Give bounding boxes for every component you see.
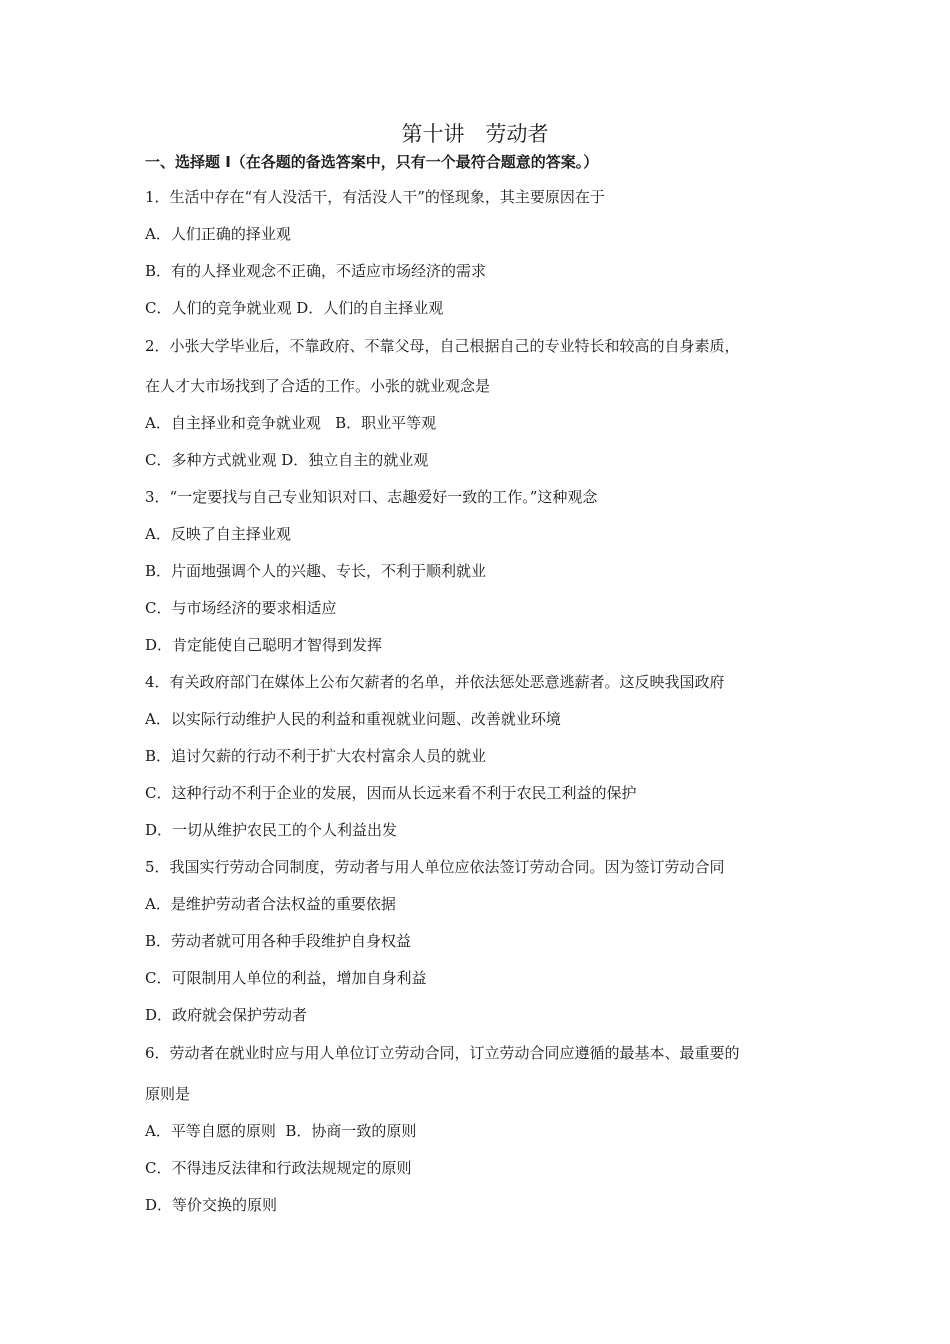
question-3-option-c: C．与市场经济的要求相适应 xyxy=(145,599,337,617)
question-4-option-a: A．以实际行动维护人民的利益和重视就业问题、改善就业环境 xyxy=(145,710,561,728)
question-5-option-c: C．可限制用人单位的利益，增加自身利益 xyxy=(145,969,427,987)
question-3-option-b: B．片面地强调个人的兴趣、专长，不利于顺利就业 xyxy=(145,562,487,580)
question-4-stem: 4．有关政府部门在媒体上公布欠薪者的名单，并依法惩处恶意逃薪者。这反映我国政府 xyxy=(145,673,725,691)
question-5-stem: 5．我国实行劳动合同制度，劳动者与用人单位应依法签订劳动合同。因为签订劳动合同 xyxy=(145,858,725,876)
question-2-stem-line-1: 2．小张大学毕业后，不靠政府、不靠父母，自己根据自己的专业特长和较高的自身素质， xyxy=(145,337,740,355)
question-4-option-d: D．一切从维护农民工的个人利益出发 xyxy=(145,821,398,839)
question-1-options-c-d: C．人们的竞争就业观 D．人们的自主择业观 xyxy=(145,299,444,317)
question-3-stem: 3．“一定要找与自己专业知识对口、志趣爱好一致的工作。”这种观念 xyxy=(145,488,598,506)
question-5-option-d: D．政府就会保护劳动者 xyxy=(145,1006,308,1024)
question-5-option-a: A．是维护劳动者合法权益的重要依据 xyxy=(145,895,396,913)
question-1-stem: 1．生活中存在“有人没活干，有活没人干”的怪现象，其主要原因在于 xyxy=(145,188,605,206)
question-5-option-b: B．劳动者就可用各种手段维护自身权益 xyxy=(145,932,412,950)
question-6-option-d: D．等价交换的原则 xyxy=(145,1196,278,1214)
question-2-stem-line-2: 在人才大市场找到了合适的工作。小张的就业观念是 xyxy=(145,377,491,395)
question-3-option-d: D．肯定能使自己聪明才智得到发挥 xyxy=(145,636,383,654)
section-heading: 一、选择题 I（在各题的备选答案中，只有一个最符合题意的答案。） xyxy=(145,153,599,171)
question-1-option-b: B．有的人择业观念不正确，不适应市场经济的需求 xyxy=(145,262,487,280)
question-2-options-c-d: C．多种方式就业观 D．独立自主的就业观 xyxy=(145,451,429,469)
question-3-option-a: A．反映了自主择业观 xyxy=(145,525,291,543)
question-6-stem-line-2: 原则是 xyxy=(145,1085,191,1103)
question-6-stem-line-1: 6．劳动者在就业时应与用人单位订立劳动合同，订立劳动合同应遵循的最基本、最重要的 xyxy=(145,1044,740,1062)
question-4-option-b: B．追讨欠薪的行动不利于扩大农村富余人员的就业 xyxy=(145,747,487,765)
question-1-option-a: A．人们正确的择业观 xyxy=(145,225,291,243)
question-6-option-c: C．不得违反法律和行政法规规定的原则 xyxy=(145,1159,412,1177)
question-2-options-a-b: A．自主择业和竞争就业观 B．职业平等观 xyxy=(145,414,437,432)
question-4-option-c: C．这种行动不利于企业的发展，因而从长远来看不利于农民工利益的保护 xyxy=(145,784,637,802)
question-6-options-a-b: A．平等自愿的原则 B．协商一致的原则 xyxy=(145,1122,417,1140)
page-title: 第十讲 劳动者 xyxy=(401,122,549,146)
